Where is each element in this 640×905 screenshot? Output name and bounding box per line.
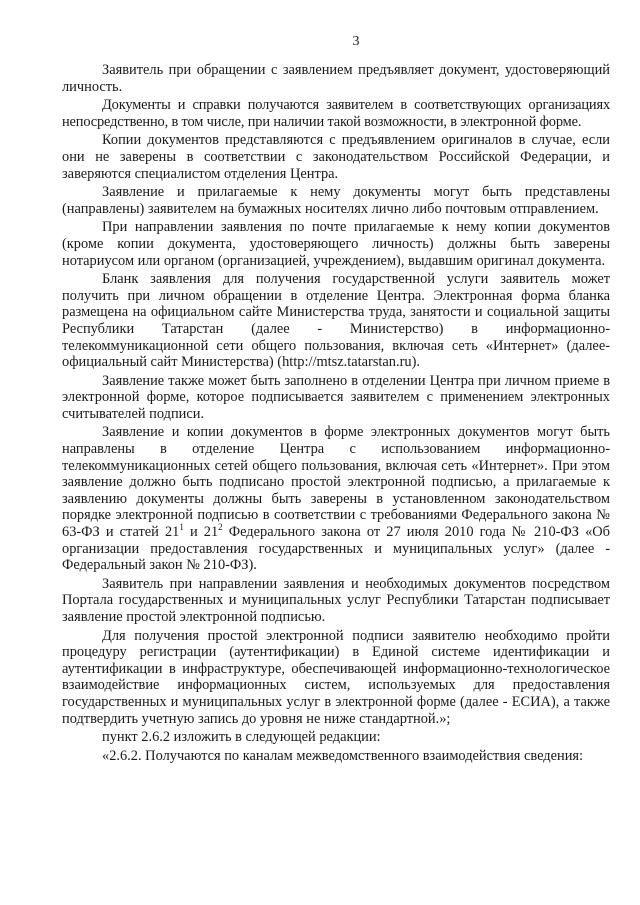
paragraph-paper-submission: Заявление и прилагаемые к нему документы могут быть представлены (направлены) заявителем на бумажных носителях лично либо почтовым отправлением. — [62, 184, 610, 217]
paragraph-in-person-electronic: Заявление также может быть заполнено в отделении Центра при личном приеме в электронной форме, которое подписывается заявителем с применением электронных считывателей подписи. — [62, 372, 610, 422]
article-superscript-1: 1 — [179, 522, 184, 533]
paragraph-clause-2-6-2: «2.6.2. Получаются по каналам межведомственного взаимодействия сведения: — [102, 747, 584, 764]
paragraph-application-form: Бланк заявления для получения государственной услуги заявитель может получить при личном обращении в отделение Центра. Электронная форма бланка размещена на официальном сайте Министерства труда, занятости и социальной защиты Республики Татарстан (далее - Министерство) в информационно-телекоммуникационной сети общего пользования, включая сеть «Интернет» (далее-официальный сайт Министерства) (http://mtsz.tatarstan.ru). — [62, 271, 610, 371]
paragraph-identity-document: Заявитель при обращении с заявлением предъявляет документ, удостоверяющий личность. — [62, 62, 610, 95]
paragraph-copies-originals: Копии документов представляются с предъявлением оригиналов в случае, если они не заверены в соответствии с законодательством Российской Федерации, и заверяются специалистом отделения Центра. — [62, 132, 610, 182]
law-text-middle: и 21 — [183, 524, 219, 541]
paragraph-documents-obtained: Документы и справки получаются заявителем в соответствующих организациях непосредственно, в том числе, при наличии такой возможности, в электронной форме. — [62, 97, 610, 130]
law-text-after: Федерального закона от 27 июля 2010 года № 210-ФЗ «Об организации предоставления государственных и муниципальных услуг» (далее - Федеральный закон № 210-ФЗ). — [62, 524, 611, 574]
paragraph-electronic-documents — [62, 424, 610, 573]
law-text-before: Заявление и копии документов в форме электронных документов могут быть направлены в отделение Центра с использованием информационно-телекоммуникационных сетей общего пользования, включая сеть «Интернет». При этом заявление должно быть подписано простой электронной подписью, а прилагаемые к заявлению документы должны быть заверены в установленном законодательством порядке электронной подписью в соответствии с требованиями Федерального закона № 63-ФЗ и статей 21 — [62, 424, 610, 541]
paragraph-postal-submission: При направлении заявления по почте прилагаемые к нему копии документов (кроме копии документа, удостоверяющего личность) должны быть заверены нотариусом или органом (организацией, учреждением), выдавшим оригинал документа. — [62, 219, 610, 269]
paragraph-clause-amendment: пункт 2.6.2 изложить в следующей редакции: — [102, 729, 381, 746]
paragraph-esia-registration: Для получения простой электронной подписи заявителю необходимо пройти процедуру регистрации (аутентификации) в Единой системе идентификации и аутентификации в инфраструктуре, обеспечивающей информационно-технологическое взаимодействие информационных систем, используемых для предоставления государственных и муниципальных услуг в электронной форме (далее - ЕСИА), а также подтвердить учетную запись до уровня не ниже стандартной.»; — [62, 627, 610, 727]
paragraph-portal-submission: Заявитель при направлении заявления и необходимых документов посредством Портала государственных и муниципальных услуг Республики Татарстан подписывает заявление простой электронной подписью. — [62, 575, 610, 625]
page-number: 3 — [352, 34, 360, 49]
article-superscript-2: 2 — [218, 522, 223, 533]
